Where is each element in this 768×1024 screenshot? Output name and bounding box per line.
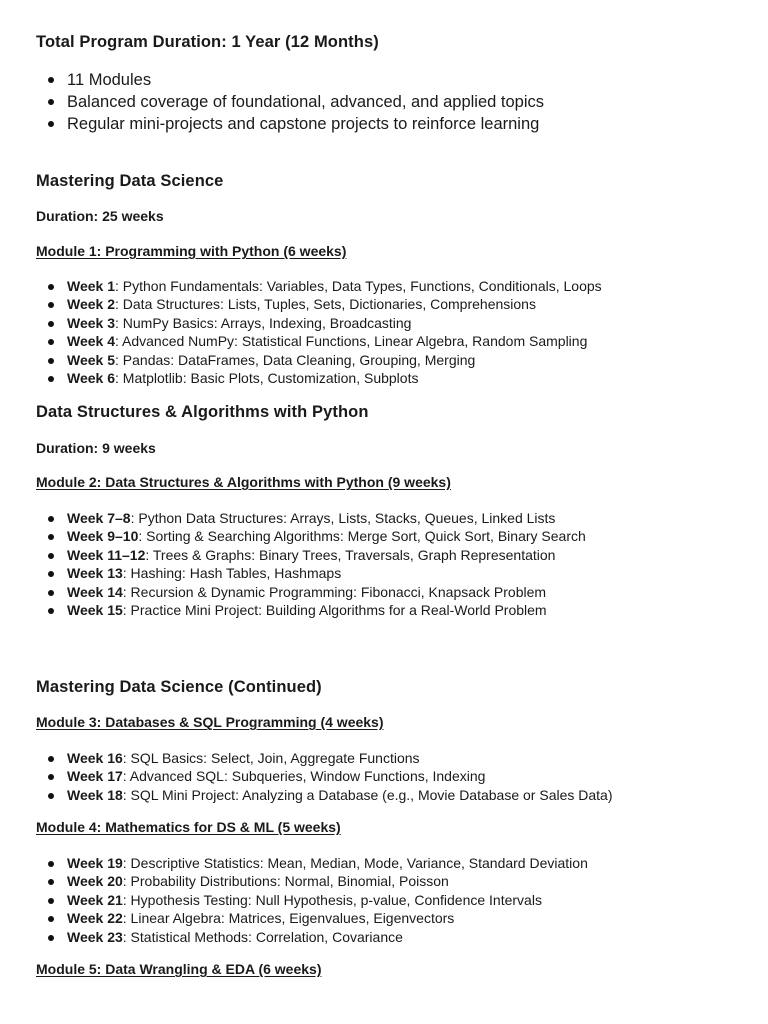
list-item: Week 1: Python Fundamentals: Variables, Data Types, Functions, Conditionals, Loops <box>36 277 602 295</box>
module-heading: Module 5: Data Wrangling & EDA (6 weeks) <box>36 961 322 977</box>
program-duration-heading: Total Program Duration: 1 Year (12 Months) <box>36 33 379 51</box>
list-item: Week 22: Linear Algebra: Matrices, Eigenvalues, Eigenvectors <box>36 909 588 927</box>
module-heading: Module 2: Data Structures & Algorithms with Python (9 weeks) <box>36 474 451 490</box>
module-heading: Module 1: Programming with Python (6 weeks) <box>36 243 347 259</box>
module2-week-list <box>36 509 586 619</box>
list-item: Week 20: Probability Distributions: Normal, Binomial, Poisson <box>36 872 588 890</box>
list-item: Week 9–10: Sorting & Searching Algorithms: Merge Sort, Quick Sort, Binary Search <box>36 527 586 545</box>
section-heading: Mastering Data Science <box>36 172 224 190</box>
list-item: Regular mini-projects and capstone projects to reinforce learning <box>36 113 544 135</box>
module4-week-list <box>36 854 588 946</box>
list-item: Week 13: Hashing: Hash Tables, Hashmaps <box>36 564 586 582</box>
duration-label: Duration: 25 weeks <box>36 208 164 224</box>
list-item: Week 3: NumPy Basics: Arrays, Indexing, Broadcasting <box>36 314 602 332</box>
list-item: Week 6: Matplotlib: Basic Plots, Customization, Subplots <box>36 369 602 387</box>
duration-label: Duration: 9 weeks <box>36 440 156 456</box>
module-heading: Module 3: Databases & SQL Programming (4 weeks) <box>36 714 384 730</box>
overview-list <box>36 69 544 135</box>
list-item: Week 23: Statistical Methods: Correlation, Covariance <box>36 928 588 946</box>
section-heading: Mastering Data Science (Continued) <box>36 678 322 696</box>
list-item: Week 4: Advanced NumPy: Statistical Functions, Linear Algebra, Random Sampling <box>36 332 602 350</box>
list-item: Week 16: SQL Basics: Select, Join, Aggregate Functions <box>36 749 613 767</box>
module3-week-list <box>36 749 613 804</box>
list-item: Week 19: Descriptive Statistics: Mean, Median, Mode, Variance, Standard Deviation <box>36 854 588 872</box>
list-item: Week 7–8: Python Data Structures: Arrays, Lists, Stacks, Queues, Linked Lists <box>36 509 586 527</box>
module-heading: Module 4: Mathematics for DS & ML (5 weeks) <box>36 819 341 835</box>
list-item: Week 5: Pandas: DataFrames, Data Cleaning, Grouping, Merging <box>36 351 602 369</box>
list-item: Week 14: Recursion & Dynamic Programming: Fibonacci, Knapsack Problem <box>36 583 586 601</box>
list-item: Week 17: Advanced SQL: Subqueries, Window Functions, Indexing <box>36 767 613 785</box>
list-item: 11 Modules <box>36 69 544 91</box>
list-item: Week 21: Hypothesis Testing: Null Hypothesis, p-value, Confidence Intervals <box>36 891 588 909</box>
list-item: Week 15: Practice Mini Project: Building Algorithms for a Real-World Problem <box>36 601 586 619</box>
list-item: Week 11–12: Trees & Graphs: Binary Trees, Traversals, Graph Representation <box>36 546 586 564</box>
module1-week-list <box>36 277 602 387</box>
section-heading: Data Structures & Algorithms with Python <box>36 403 369 421</box>
list-item: Balanced coverage of foundational, advanced, and applied topics <box>36 91 544 113</box>
list-item: Week 2: Data Structures: Lists, Tuples, Sets, Dictionaries, Comprehensions <box>36 295 602 313</box>
list-item: Week 18: SQL Mini Project: Analyzing a Database (e.g., Movie Database or Sales Data) <box>36 786 613 804</box>
